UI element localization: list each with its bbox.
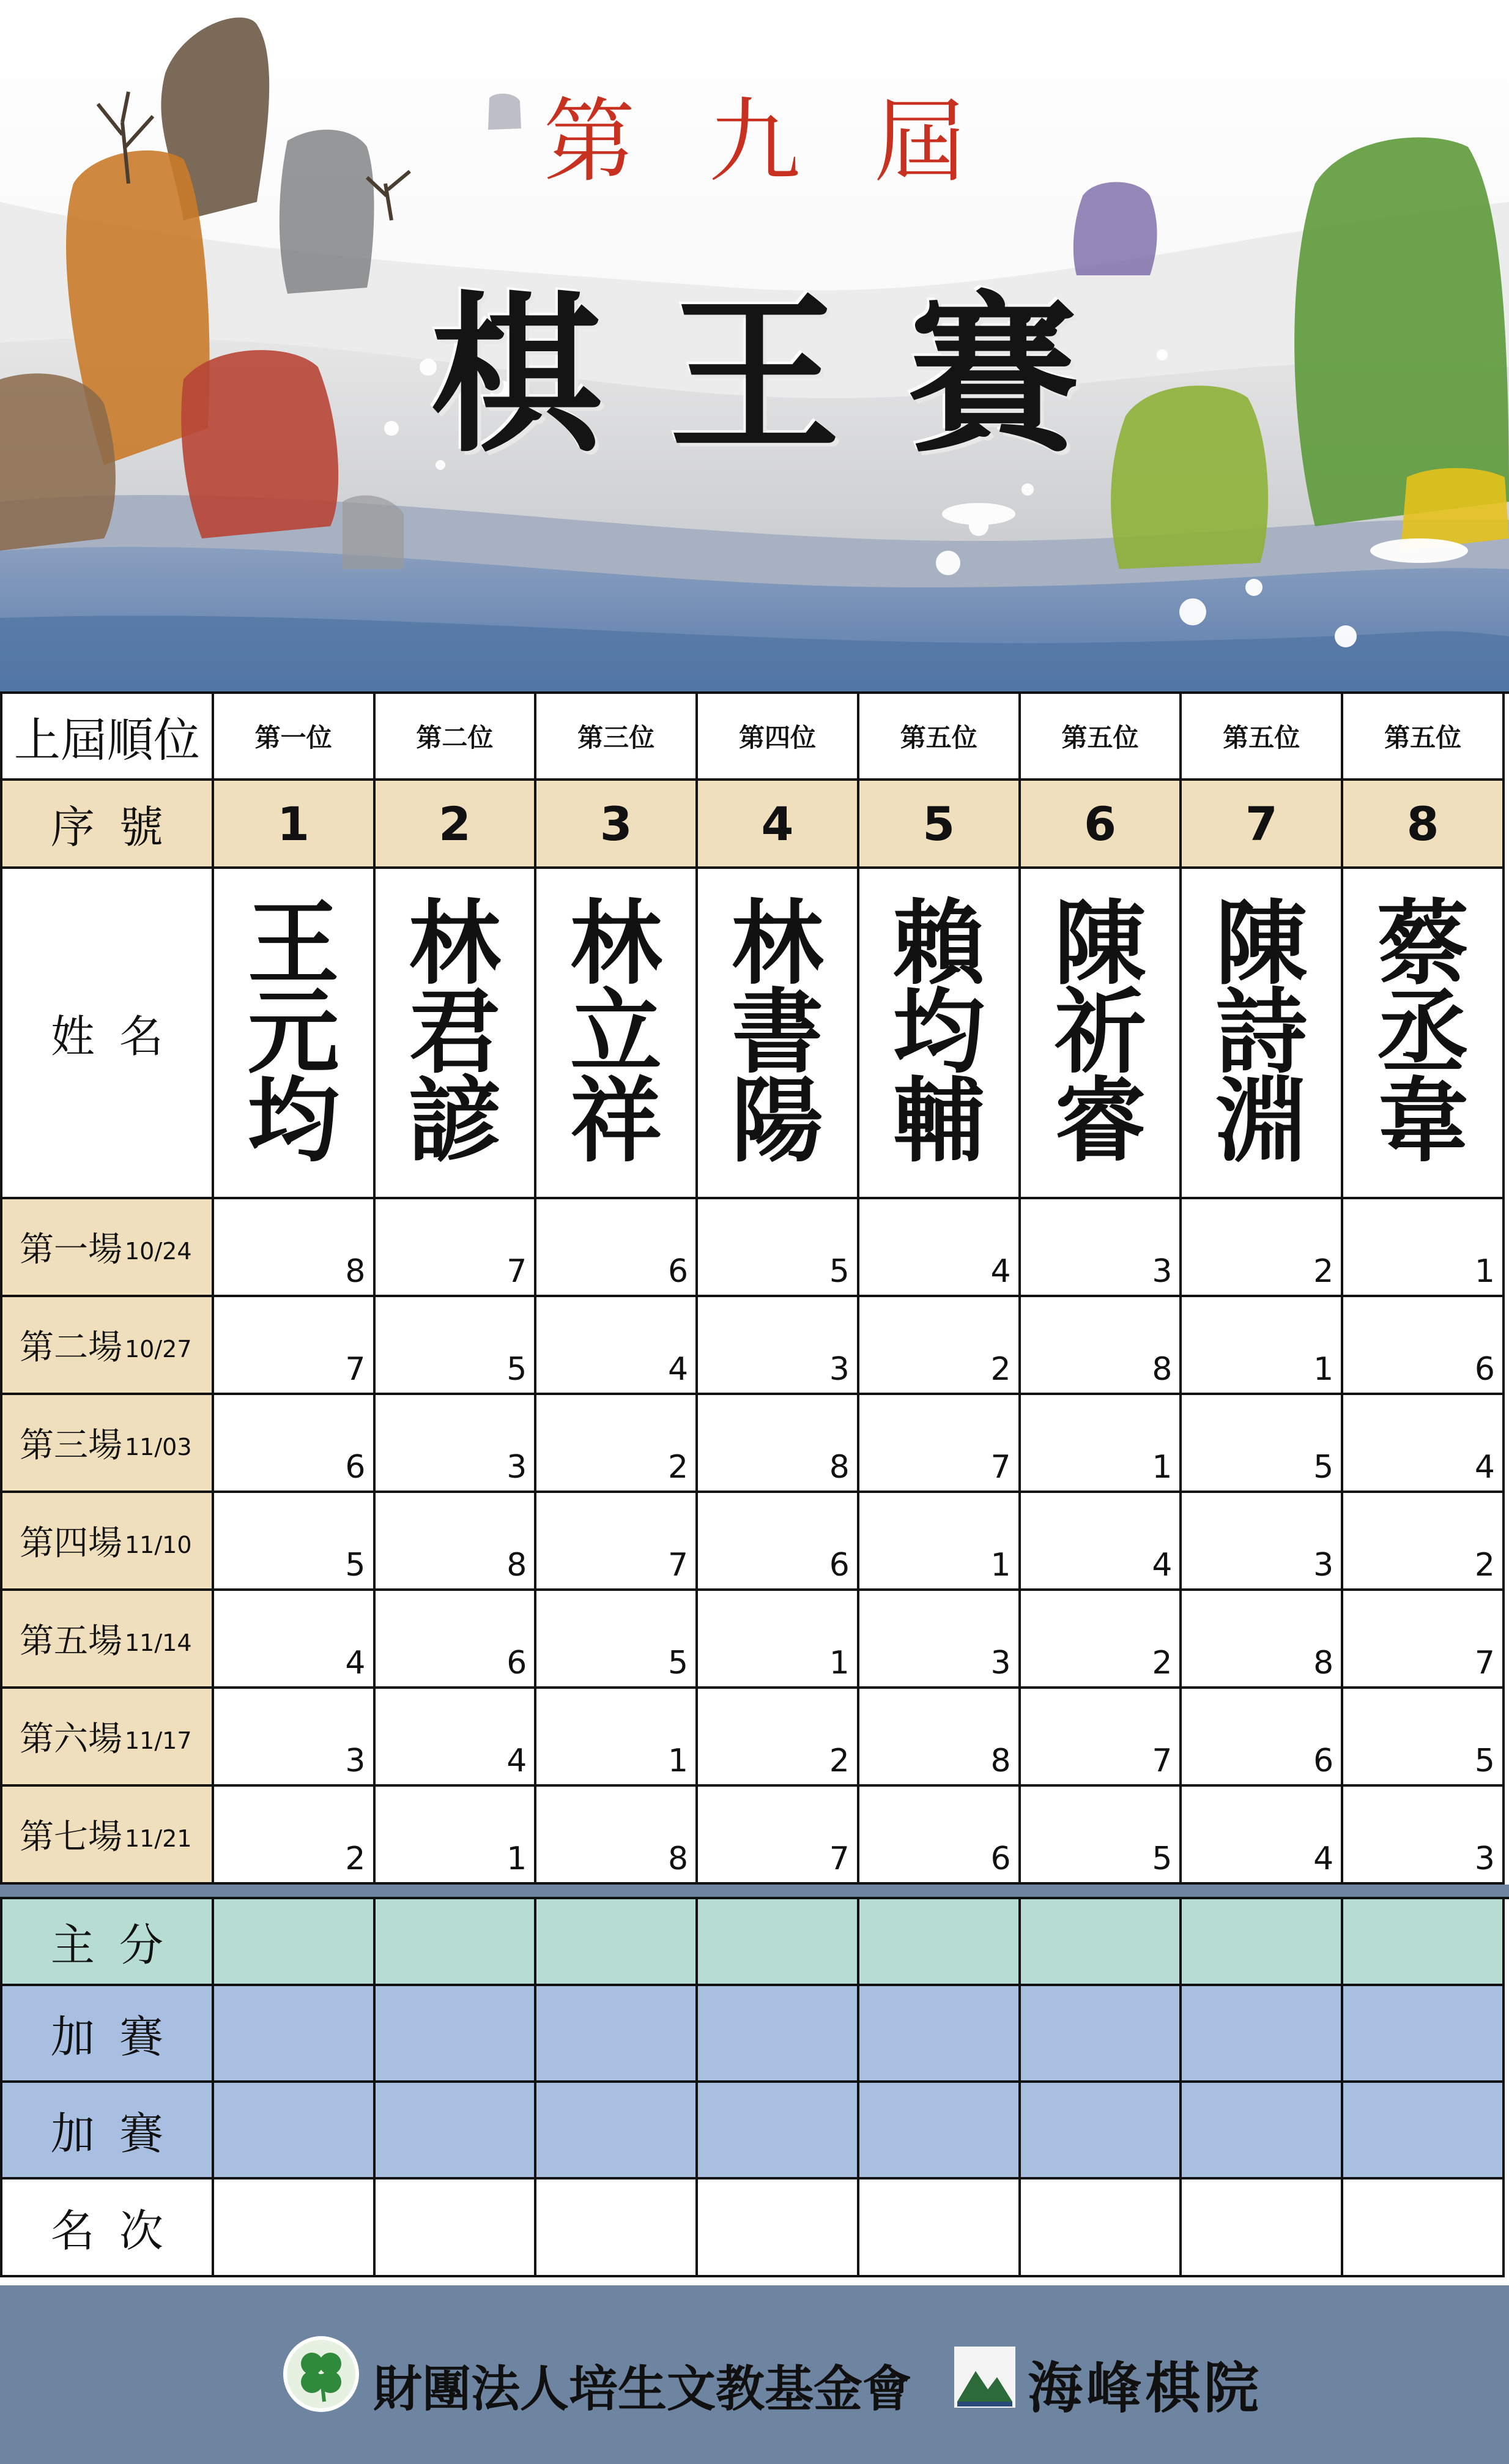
tiebreak-cell[interactable]: [536, 2083, 698, 2179]
opponent-cell: 3: [1182, 1493, 1343, 1591]
player-name-cell: [698, 869, 859, 1199]
player-name-cell: [1182, 869, 1343, 1199]
score-cell[interactable]: [1182, 1899, 1343, 1986]
game-row: [0, 1199, 1505, 1297]
organization-name: 財團法人培生文教基金會: [373, 2361, 911, 2417]
opponent-cell: 7: [698, 1787, 859, 1885]
place-cell[interactable]: [1182, 2179, 1343, 2277]
opponent-cell: 8: [536, 1787, 698, 1885]
opponent-cell: 8: [698, 1395, 859, 1493]
name-char: 輔: [892, 1068, 985, 1175]
rank-cell: 第五位: [1343, 694, 1505, 781]
seq-cell: 6: [1021, 781, 1182, 869]
game-name: 第四場: [20, 1524, 122, 1563]
player-name-cell: [376, 869, 537, 1199]
tiebreak-cell[interactable]: [214, 2083, 376, 2179]
game-date: 10/27: [125, 1336, 192, 1363]
opponent-cell: 8: [859, 1689, 1021, 1787]
name-char: 林: [731, 890, 823, 997]
edition-title: 第九屆: [543, 89, 1039, 195]
place-cell[interactable]: [536, 2179, 698, 2277]
name-label: 姓名: [50, 1011, 188, 1062]
club-name: 海峰棋院: [1028, 2356, 1262, 2421]
place-cell[interactable]: [214, 2179, 376, 2277]
game-label-cell: [0, 1787, 214, 1885]
sequence-row: [0, 781, 1505, 869]
opponent-cell: 6: [698, 1493, 859, 1591]
place-cell[interactable]: [1343, 2179, 1505, 2277]
tiebreak-cell[interactable]: [1343, 1986, 1505, 2083]
opponent-cell: 6: [536, 1199, 698, 1297]
opponent-cell: 5: [698, 1199, 859, 1297]
game-label-cell: [0, 1493, 214, 1591]
opponent-cell: 4: [214, 1591, 376, 1689]
game-label-cell: [0, 1689, 214, 1787]
game-row: [0, 1493, 1505, 1591]
opponent-cell: 2: [698, 1689, 859, 1787]
player-name-cell: [214, 869, 376, 1199]
name-char: 詩: [1215, 979, 1308, 1086]
opponent-cell: 6: [376, 1591, 537, 1689]
game-label-cell: [0, 1591, 214, 1689]
opponent-cell: 4: [1182, 1787, 1343, 1885]
opponent-cell: 1: [1343, 1199, 1505, 1297]
game-date: 11/10: [125, 1532, 192, 1558]
player-name-cell: [859, 869, 1021, 1199]
name-char: 林: [570, 890, 662, 997]
seq-cell: 5: [859, 781, 1021, 869]
tiebreak-cell[interactable]: [859, 1986, 1021, 2083]
tiebreak-header: [0, 1986, 214, 2083]
name-char: 書: [731, 979, 823, 1086]
game-label-cell: [0, 1199, 214, 1297]
place-cell[interactable]: [859, 2179, 1021, 2277]
section-divider: [0, 1885, 1509, 1897]
name-char: 丞: [1377, 979, 1469, 1086]
tiebreak-cell[interactable]: [536, 1986, 698, 2083]
opponent-cell: 2: [1343, 1493, 1505, 1591]
opponent-cell: 5: [536, 1591, 698, 1689]
opponent-cell: 3: [859, 1591, 1021, 1689]
tiebreak-cell[interactable]: [1182, 2083, 1343, 2179]
place-cell[interactable]: [376, 2179, 537, 2277]
opponent-cell: 1: [859, 1493, 1021, 1591]
name-char: 均: [247, 1068, 339, 1175]
rank-cell: 第五位: [1021, 694, 1182, 781]
tiebreak-row-2: [0, 2083, 1505, 2179]
tiebreak-cell[interactable]: [698, 2083, 859, 2179]
game-name: 第五場: [20, 1621, 122, 1661]
tiebreak-cell[interactable]: [1182, 1986, 1343, 2083]
opponent-cell: 2: [1182, 1199, 1343, 1297]
name-char: 陽: [731, 1068, 823, 1175]
opponent-cell: 8: [214, 1199, 376, 1297]
main-score-header: [0, 1899, 214, 1986]
opponent-cell: 4: [376, 1689, 537, 1787]
opponent-cell: 2: [536, 1395, 698, 1493]
opponent-cell: 6: [214, 1395, 376, 1493]
game-name: 第六場: [20, 1719, 122, 1759]
opponent-cell: 5: [1182, 1395, 1343, 1493]
main-score-row: [0, 1899, 1505, 1986]
game-row: [0, 1591, 1505, 1689]
score-cell[interactable]: [1343, 1899, 1505, 1986]
name-char: 陳: [1054, 890, 1146, 997]
game-name: 第二場: [20, 1328, 122, 1368]
game-row: [0, 1395, 1505, 1493]
opponent-cell: 8: [376, 1493, 537, 1591]
name-char: 立: [570, 979, 662, 1086]
name-char: 林: [409, 890, 501, 997]
clover-icon: [281, 2334, 361, 2414]
opponent-cell: 8: [1182, 1591, 1343, 1689]
game-name: 第七場: [20, 1817, 122, 1857]
opponent-cell: 4: [536, 1297, 698, 1395]
score-cell[interactable]: [1021, 1899, 1182, 1986]
opponent-cell: 6: [1182, 1689, 1343, 1787]
game-date: 10/24: [125, 1238, 192, 1265]
game-label-cell: [0, 1395, 214, 1493]
player-name-cell: [536, 869, 698, 1199]
name-header: [0, 869, 214, 1199]
opponent-cell: 4: [859, 1199, 1021, 1297]
tiebreak-cell[interactable]: [1021, 2083, 1182, 2179]
opponent-cell: 1: [1182, 1297, 1343, 1395]
player-name-cell: [1021, 869, 1182, 1199]
seq-cell: 7: [1182, 781, 1343, 869]
rank-cell: 第二位: [376, 694, 537, 781]
opponent-cell: 2: [214, 1787, 376, 1885]
score-cell[interactable]: [536, 1899, 698, 1986]
opponent-cell: 1: [376, 1787, 537, 1885]
seq-cell: 4: [698, 781, 859, 869]
tiebreak-cell[interactable]: [698, 1986, 859, 2083]
opponent-cell: 4: [1343, 1395, 1505, 1493]
opponent-cell: 4: [1021, 1493, 1182, 1591]
opponent-cell: 2: [859, 1297, 1021, 1395]
opponent-cell: 7: [1343, 1591, 1505, 1689]
opponent-cell: 2: [1021, 1591, 1182, 1689]
opponent-cell: 5: [376, 1297, 537, 1395]
opponent-cell: 1: [698, 1591, 859, 1689]
previous-rank-label: 上屆順位: [13, 712, 200, 767]
name-char: 均: [892, 979, 985, 1086]
rank-cell: 第一位: [214, 694, 376, 781]
name-char: 韋: [1377, 1068, 1469, 1175]
final-place-header: [0, 2179, 214, 2277]
game-row: [0, 1689, 1505, 1787]
opponent-cell: 3: [698, 1297, 859, 1395]
opponent-cell: 7: [536, 1493, 698, 1591]
name-char: 淵: [1215, 1068, 1308, 1175]
opponent-cell: 5: [1021, 1787, 1182, 1885]
opponent-cell: 1: [1021, 1395, 1182, 1493]
previous-rank-row: [0, 694, 1505, 781]
game-date: 11/03: [125, 1434, 192, 1461]
poster-header: [0, 0, 1509, 691]
final-place-row: [0, 2179, 1505, 2277]
main-title: 棋王賽: [430, 275, 1146, 476]
game-name: 第一場: [20, 1230, 122, 1270]
name-char: 睿: [1054, 1068, 1146, 1175]
opponent-cell: 8: [1021, 1297, 1182, 1395]
opponent-cell: 7: [214, 1297, 376, 1395]
seq-cell: 2: [376, 781, 537, 869]
name-char: 祥: [570, 1068, 662, 1175]
game-row: [0, 1787, 1505, 1885]
opponent-cell: 6: [859, 1787, 1021, 1885]
tiebreak-cell[interactable]: [1021, 1986, 1182, 2083]
game-date: 11/21: [125, 1825, 192, 1852]
name-char: 王: [247, 890, 339, 997]
opponent-cell: 7: [1021, 1689, 1182, 1787]
tiebreak-row-1: [0, 1986, 1505, 2083]
game-date: 11/14: [125, 1629, 192, 1656]
main-score-label: 主分: [50, 1919, 188, 1971]
tiebreak-cell[interactable]: [859, 2083, 1021, 2179]
name-char: 元: [247, 979, 339, 1086]
tiebreak-cell[interactable]: [376, 2083, 537, 2179]
opponent-cell: 6: [1343, 1297, 1505, 1395]
mountain-icon: [954, 2347, 1015, 2408]
opponent-cell: 7: [859, 1395, 1021, 1493]
name-char: 祈: [1054, 979, 1146, 1086]
seq-cell: 1: [214, 781, 376, 869]
game-name: 第三場: [20, 1426, 122, 1465]
score-cell[interactable]: [698, 1899, 859, 1986]
game-label-cell: [0, 1297, 214, 1395]
opponent-cell: 5: [214, 1493, 376, 1591]
seq-cell: 8: [1343, 781, 1505, 869]
name-char: 賴: [892, 890, 985, 997]
tiebreak-header: [0, 2083, 214, 2179]
final-place-label: 名次: [50, 2205, 188, 2257]
rank-cell: 第五位: [859, 694, 1021, 781]
sequence-header: [0, 781, 214, 869]
game-row: [0, 1297, 1505, 1395]
tiebreak-cell[interactable]: [1343, 2083, 1505, 2179]
tiebreak-cell[interactable]: [214, 1986, 376, 2083]
opponent-cell: 3: [1021, 1199, 1182, 1297]
place-cell[interactable]: [698, 2179, 859, 2277]
tiebreak-label: 加賽: [50, 2108, 188, 2159]
sequence-label: 序號: [50, 802, 188, 853]
seq-cell: 3: [536, 781, 698, 869]
rank-cell: 第四位: [698, 694, 859, 781]
name-char: 諺: [409, 1068, 501, 1175]
opponent-cell: 1: [536, 1689, 698, 1787]
score-cell[interactable]: [376, 1899, 537, 1986]
tiebreak-cell[interactable]: [376, 1986, 537, 2083]
rank-cell: 第五位: [1182, 694, 1343, 781]
player-name-cell: [1343, 869, 1505, 1199]
opponent-cell: 3: [1343, 1787, 1505, 1885]
game-date: 11/17: [125, 1727, 192, 1754]
place-cell[interactable]: [1021, 2179, 1182, 2277]
previous-rank-header: [0, 694, 214, 781]
name-char: 蔡: [1377, 890, 1469, 997]
player-name-row: [0, 869, 1505, 1199]
sponsor-footer: [0, 2285, 1509, 2464]
opponent-cell: 7: [376, 1199, 537, 1297]
tiebreak-label: 加賽: [50, 2011, 188, 2063]
score-cell[interactable]: [214, 1899, 376, 1986]
name-char: 陳: [1215, 890, 1308, 997]
opponent-cell: 5: [1343, 1689, 1505, 1787]
rank-cell: 第三位: [536, 694, 698, 781]
opponent-cell: 3: [214, 1689, 376, 1787]
score-cell[interactable]: [859, 1899, 1021, 1986]
opponent-cell: 3: [376, 1395, 537, 1493]
name-char: 君: [409, 979, 501, 1086]
